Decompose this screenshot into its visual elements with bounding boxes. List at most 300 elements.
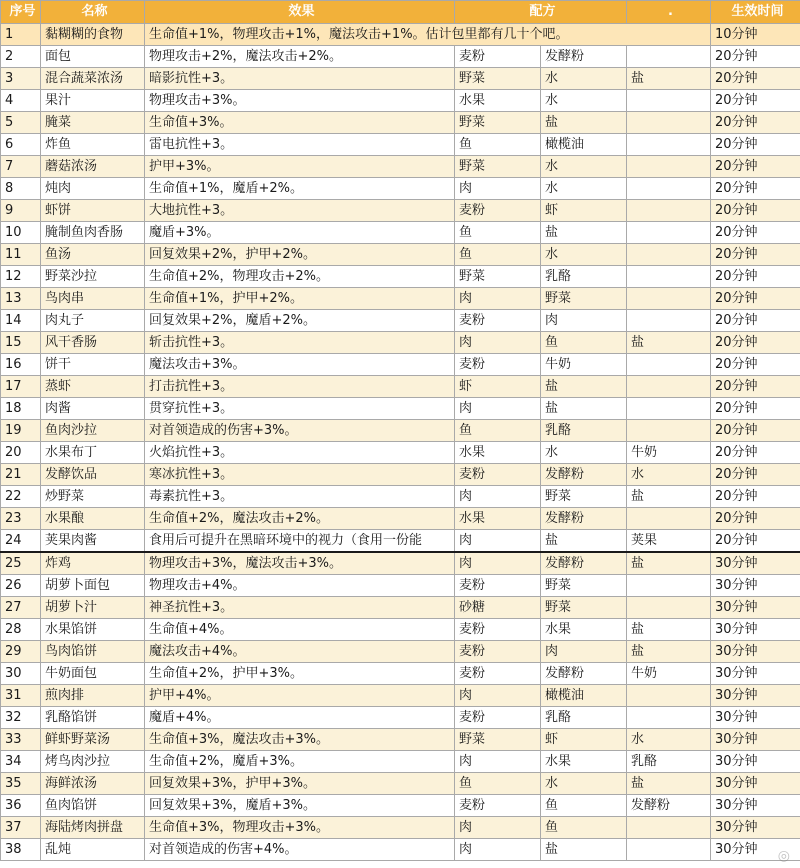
dish-effect: 生命值+1%，物理攻击+1%，魔法攻击+1%。估计包里都有几十个吧。 [145,24,711,46]
ingredient-3 [627,222,711,244]
dish-effect: 生命值+2%，魔法攻击+2%。 [145,508,455,530]
ingredient-2: 盐 [541,530,627,553]
ingredient-3 [627,575,711,597]
ingredient-3: 盐 [627,486,711,508]
ingredient-2: 乳酪 [541,707,627,729]
table-row [1,200,800,222]
dish-name: 烤鸟肉沙拉 [41,751,145,773]
dish-name: 野菜沙拉 [41,266,145,288]
ingredient-3 [627,354,711,376]
header-duration: 生效时间 [711,1,800,24]
ingredient-3: 牛奶 [627,663,711,685]
ingredient-3: 水 [627,729,711,751]
row-index: 26 [1,575,41,597]
ingredient-1: 鱼 [455,773,541,795]
ingredient-2: 水 [541,442,627,464]
effect-duration: 30分钟 [711,773,800,795]
dish-effect: 雷电抗性+3。 [145,134,455,156]
dish-effect: 魔法攻击+4%。 [145,641,455,663]
ingredient-1: 野菜 [455,729,541,751]
row-index: 19 [1,420,41,442]
dish-effect: 毒素抗性+3。 [145,486,455,508]
ingredient-3: 盐 [627,332,711,354]
dish-name: 蒸虾 [41,376,145,398]
row-index: 17 [1,376,41,398]
table-row [1,619,800,641]
dish-effect: 神圣抗性+3。 [145,597,455,619]
table-row [1,508,800,530]
effect-duration: 20分钟 [711,288,800,310]
effect-duration: 20分钟 [711,442,800,464]
dish-name: 肉酱 [41,398,145,420]
dish-name: 荚果肉酱 [41,530,145,553]
ingredient-1: 野菜 [455,112,541,134]
table-row [1,90,800,112]
ingredient-3 [627,597,711,619]
effect-duration: 30分钟 [711,685,800,707]
dish-name: 虾饼 [41,200,145,222]
table-row [1,839,800,861]
row-index: 22 [1,486,41,508]
ingredient-2: 盐 [541,376,627,398]
ingredient-2: 牛奶 [541,354,627,376]
table-row [1,288,800,310]
ingredient-1: 肉 [455,552,541,575]
effect-duration: 10分钟 [711,24,800,46]
header-name: 名称 [41,1,145,24]
row-index: 9 [1,200,41,222]
header-row [1,1,800,24]
ingredient-2: 盐 [541,222,627,244]
dish-name: 鱼汤 [41,244,145,266]
dish-effect: 生命值+3%，魔法攻击+3%。 [145,729,455,751]
dish-name: 牛奶面包 [41,663,145,685]
ingredient-3 [627,112,711,134]
dish-effect: 斩击抗性+3。 [145,332,455,354]
dish-name: 水果酿 [41,508,145,530]
ingredient-2: 水 [541,90,627,112]
dish-effect: 魔盾+4%。 [145,707,455,729]
row-index: 37 [1,817,41,839]
table-row [1,729,800,751]
effect-duration: 30分钟 [711,552,800,575]
effect-duration: 20分钟 [711,508,800,530]
ingredient-2: 野菜 [541,597,627,619]
ingredient-1: 肉 [455,288,541,310]
table-row [1,178,800,200]
row-index: 5 [1,112,41,134]
dish-name: 腌制鱼肉香肠 [41,222,145,244]
row-index: 35 [1,773,41,795]
row-index: 32 [1,707,41,729]
table-row [1,464,800,486]
effect-duration: 20分钟 [711,68,800,90]
ingredient-2: 鱼 [541,795,627,817]
row-index: 18 [1,398,41,420]
dish-name: 肉丸子 [41,310,145,332]
ingredient-3 [627,685,711,707]
dish-effect: 对首领造成的伤害+3%。 [145,420,455,442]
ingredient-2: 水果 [541,751,627,773]
row-index: 2 [1,46,41,68]
ingredient-1: 水果 [455,508,541,530]
table-row [1,773,800,795]
table-row [1,156,800,178]
table-row [1,641,800,663]
row-index: 24 [1,530,41,553]
effect-duration: 20分钟 [711,178,800,200]
ingredient-3 [627,266,711,288]
dish-effect: 暗影抗性+3。 [145,68,455,90]
effect-duration: 30分钟 [711,641,800,663]
dish-effect: 对首领造成的伤害+4%。 [145,839,455,861]
ingredient-3 [627,156,711,178]
ingredient-2: 发酵粉 [541,552,627,575]
dish-name: 炸鱼 [41,134,145,156]
ingredient-1: 肉 [455,486,541,508]
effect-duration: 20分钟 [711,134,800,156]
ingredient-1: 肉 [455,178,541,200]
ingredient-1: 水果 [455,442,541,464]
table-row [1,420,800,442]
dish-name: 鲜虾野菜汤 [41,729,145,751]
dish-effect: 回复效果+3%，护甲+3%。 [145,773,455,795]
ingredient-2: 水 [541,156,627,178]
ingredient-3: 发酵粉 [627,795,711,817]
dish-effect: 回复效果+3%，魔盾+3%。 [145,795,455,817]
dish-effect: 大地抗性+3。 [145,200,455,222]
ingredient-2: 虾 [541,200,627,222]
ingredient-1: 肉 [455,398,541,420]
effect-duration: 30分钟 [711,707,800,729]
dish-effect: 魔盾+3%。 [145,222,455,244]
ingredient-3 [627,839,711,861]
ingredient-1: 麦粉 [455,641,541,663]
effect-duration: 20分钟 [711,112,800,134]
effect-duration: 20分钟 [711,90,800,112]
effect-duration: 30分钟 [711,663,800,685]
dish-name: 炸鸡 [41,552,145,575]
ingredient-2: 鱼 [541,332,627,354]
ingredient-2: 肉 [541,310,627,332]
dish-effect: 物理攻击+2%，魔法攻击+2%。 [145,46,455,68]
ingredient-2: 虾 [541,729,627,751]
dish-name: 蘑菇浓汤 [41,156,145,178]
table-row [1,68,800,90]
table-row [1,24,800,46]
table-row [1,134,800,156]
ingredient-2: 发酵粉 [541,508,627,530]
dish-name: 面包 [41,46,145,68]
table-row [1,112,800,134]
table-row [1,266,800,288]
row-index: 21 [1,464,41,486]
row-index: 30 [1,663,41,685]
table-body [1,24,800,861]
dish-name: 饼干 [41,354,145,376]
dish-effect: 生命值+2%，物理攻击+2%。 [145,266,455,288]
table-row [1,817,800,839]
ingredient-3 [627,200,711,222]
table-row [1,530,800,553]
dish-name: 混合蔬菜浓汤 [41,68,145,90]
effect-duration: 30分钟 [711,619,800,641]
dish-effect: 生命值+3%。 [145,112,455,134]
row-index: 14 [1,310,41,332]
row-index: 6 [1,134,41,156]
ingredient-3 [627,707,711,729]
ingredient-3 [627,178,711,200]
header-index: 序号 [1,1,41,24]
ingredient-1: 鱼 [455,244,541,266]
row-index: 3 [1,68,41,90]
ingredient-2: 肉 [541,641,627,663]
effect-duration: 20分钟 [711,464,800,486]
ingredient-2: 水 [541,68,627,90]
ingredient-1: 肉 [455,332,541,354]
ingredient-2: 盐 [541,112,627,134]
header-recipe-mark: . [627,1,711,24]
table-row [1,663,800,685]
dish-name: 海陆烤肉拼盘 [41,817,145,839]
effect-duration: 20分钟 [711,376,800,398]
ingredient-2: 盐 [541,839,627,861]
ingredient-1: 肉 [455,817,541,839]
ingredient-3 [627,508,711,530]
effect-duration: 20分钟 [711,266,800,288]
header-effect: 效果 [145,1,455,24]
ingredient-1: 鱼 [455,222,541,244]
watermark: ◎ [777,848,790,864]
effect-duration: 20分钟 [711,530,800,553]
table-row [1,244,800,266]
table-row [1,597,800,619]
table-row [1,310,800,332]
table-row [1,795,800,817]
effect-duration: 20分钟 [711,420,800,442]
dish-name: 鱼肉沙拉 [41,420,145,442]
ingredient-3 [627,46,711,68]
ingredient-1: 野菜 [455,156,541,178]
dish-name: 鱼肉馅饼 [41,795,145,817]
dish-effect: 物理攻击+3%。 [145,90,455,112]
table-row [1,486,800,508]
ingredient-2: 盐 [541,398,627,420]
table-row [1,575,800,597]
ingredient-1: 砂糖 [455,597,541,619]
effect-duration: 20分钟 [711,156,800,178]
ingredient-2: 鱼 [541,817,627,839]
dish-effect: 护甲+3%。 [145,156,455,178]
effect-duration: 20分钟 [711,310,800,332]
ingredient-3: 牛奶 [627,442,711,464]
header-recipe: 配方 [455,1,627,24]
dish-name: 水果布丁 [41,442,145,464]
ingredient-2: 乳酪 [541,266,627,288]
row-index: 15 [1,332,41,354]
ingredient-2: 水 [541,773,627,795]
ingredient-2: 橄榄油 [541,134,627,156]
table-row [1,46,800,68]
ingredient-1: 麦粉 [455,795,541,817]
ingredient-2: 橄榄油 [541,685,627,707]
ingredient-3 [627,376,711,398]
ingredient-3: 盐 [627,552,711,575]
table-row [1,707,800,729]
ingredient-3: 盐 [627,773,711,795]
row-index: 10 [1,222,41,244]
dish-name: 水果馅饼 [41,619,145,641]
dish-effect: 生命值+4%。 [145,619,455,641]
dish-effect: 生命值+1%，魔盾+2%。 [145,178,455,200]
effect-duration: 30分钟 [711,751,800,773]
effect-duration: 20分钟 [711,222,800,244]
row-index: 28 [1,619,41,641]
ingredient-1: 肉 [455,751,541,773]
ingredient-2: 野菜 [541,486,627,508]
dish-effect: 寒冰抗性+3。 [145,464,455,486]
effect-duration: 20分钟 [711,200,800,222]
row-index: 31 [1,685,41,707]
ingredient-3 [627,90,711,112]
ingredient-1: 麦粉 [455,663,541,685]
ingredient-1: 麦粉 [455,354,541,376]
row-index: 7 [1,156,41,178]
dish-name: 炒野菜 [41,486,145,508]
table-row [1,354,800,376]
dish-effect: 回复效果+2%，魔盾+2%。 [145,310,455,332]
ingredient-3: 乳酪 [627,751,711,773]
dish-effect: 物理攻击+3%，魔法攻击+3%。 [145,552,455,575]
ingredient-3 [627,817,711,839]
table-row [1,442,800,464]
ingredient-3 [627,398,711,420]
table-row [1,332,800,354]
effect-duration: 20分钟 [711,46,800,68]
row-index: 4 [1,90,41,112]
effect-duration: 20分钟 [711,486,800,508]
dish-name: 鸟肉串 [41,288,145,310]
dish-name: 风干香肠 [41,332,145,354]
dish-name: 乱炖 [41,839,145,861]
ingredient-3: 荚果 [627,530,711,553]
dish-name: 发酵饮品 [41,464,145,486]
dish-name: 炖肉 [41,178,145,200]
ingredient-1: 肉 [455,685,541,707]
ingredient-2: 水果 [541,619,627,641]
dish-effect: 护甲+4%。 [145,685,455,707]
ingredient-1: 肉 [455,530,541,553]
ingredient-2: 发酵粉 [541,46,627,68]
row-index: 29 [1,641,41,663]
ingredient-1: 麦粉 [455,310,541,332]
dish-effect: 生命值+2%，魔盾+3%。 [145,751,455,773]
ingredient-1: 麦粉 [455,200,541,222]
dish-name: 海鲜浓汤 [41,773,145,795]
ingredient-3 [627,420,711,442]
dish-effect: 生命值+3%，物理攻击+3%。 [145,817,455,839]
row-index: 16 [1,354,41,376]
row-index: 23 [1,508,41,530]
ingredient-2: 发酵粉 [541,663,627,685]
row-index: 36 [1,795,41,817]
ingredient-3: 盐 [627,641,711,663]
dish-effect: 打击抗性+3。 [145,376,455,398]
ingredient-2: 水 [541,178,627,200]
dish-name: 鸟肉馅饼 [41,641,145,663]
effect-duration: 30分钟 [711,597,800,619]
ingredient-3 [627,134,711,156]
dish-effect: 物理攻击+4%。 [145,575,455,597]
row-index: 25 [1,552,41,575]
row-index: 8 [1,178,41,200]
ingredient-3 [627,244,711,266]
ingredient-3: 盐 [627,68,711,90]
table-row [1,552,800,575]
ingredient-2: 发酵粉 [541,464,627,486]
row-index: 1 [1,24,41,46]
ingredient-1: 麦粉 [455,46,541,68]
effect-duration: 30分钟 [711,729,800,751]
ingredient-1: 虾 [455,376,541,398]
dish-name: 腌菜 [41,112,145,134]
dish-effect: 回复效果+2%，护甲+2%。 [145,244,455,266]
ingredient-1: 麦粉 [455,707,541,729]
ingredient-1: 麦粉 [455,464,541,486]
row-index: 11 [1,244,41,266]
effect-duration: 30分钟 [711,839,800,861]
effect-duration: 20分钟 [711,244,800,266]
effect-duration: 20分钟 [711,398,800,420]
ingredient-3: 盐 [627,619,711,641]
ingredient-3: 水 [627,464,711,486]
effect-duration: 30分钟 [711,795,800,817]
table-row [1,685,800,707]
row-index: 12 [1,266,41,288]
dish-effect: 火焰抗性+3。 [145,442,455,464]
dish-effect: 生命值+1%，护甲+2%。 [145,288,455,310]
dish-name: 黏糊糊的食物 [41,24,145,46]
dish-effect: 食用后可提升在黑暗环境中的视力（食用一份能 [145,530,455,553]
table-row [1,376,800,398]
table-row [1,751,800,773]
ingredient-1: 野菜 [455,68,541,90]
ingredient-1: 水果 [455,90,541,112]
dish-name: 煎肉排 [41,685,145,707]
table-row [1,398,800,420]
ingredient-1: 麦粉 [455,619,541,641]
dish-effect: 魔法攻击+3%。 [145,354,455,376]
ingredient-1: 鱼 [455,134,541,156]
ingredient-3 [627,310,711,332]
effect-duration: 30分钟 [711,575,800,597]
ingredient-2: 乳酪 [541,420,627,442]
row-index: 38 [1,839,41,861]
ingredient-2: 野菜 [541,288,627,310]
row-index: 27 [1,597,41,619]
dish-name: 胡萝卜面包 [41,575,145,597]
ingredient-1: 野菜 [455,266,541,288]
row-index: 13 [1,288,41,310]
table-row [1,222,800,244]
ingredient-1: 肉 [455,839,541,861]
ingredient-3 [627,288,711,310]
effect-duration: 30分钟 [711,817,800,839]
ingredient-1: 鱼 [455,420,541,442]
dish-name: 果汁 [41,90,145,112]
row-index: 20 [1,442,41,464]
ingredient-1: 麦粉 [455,575,541,597]
